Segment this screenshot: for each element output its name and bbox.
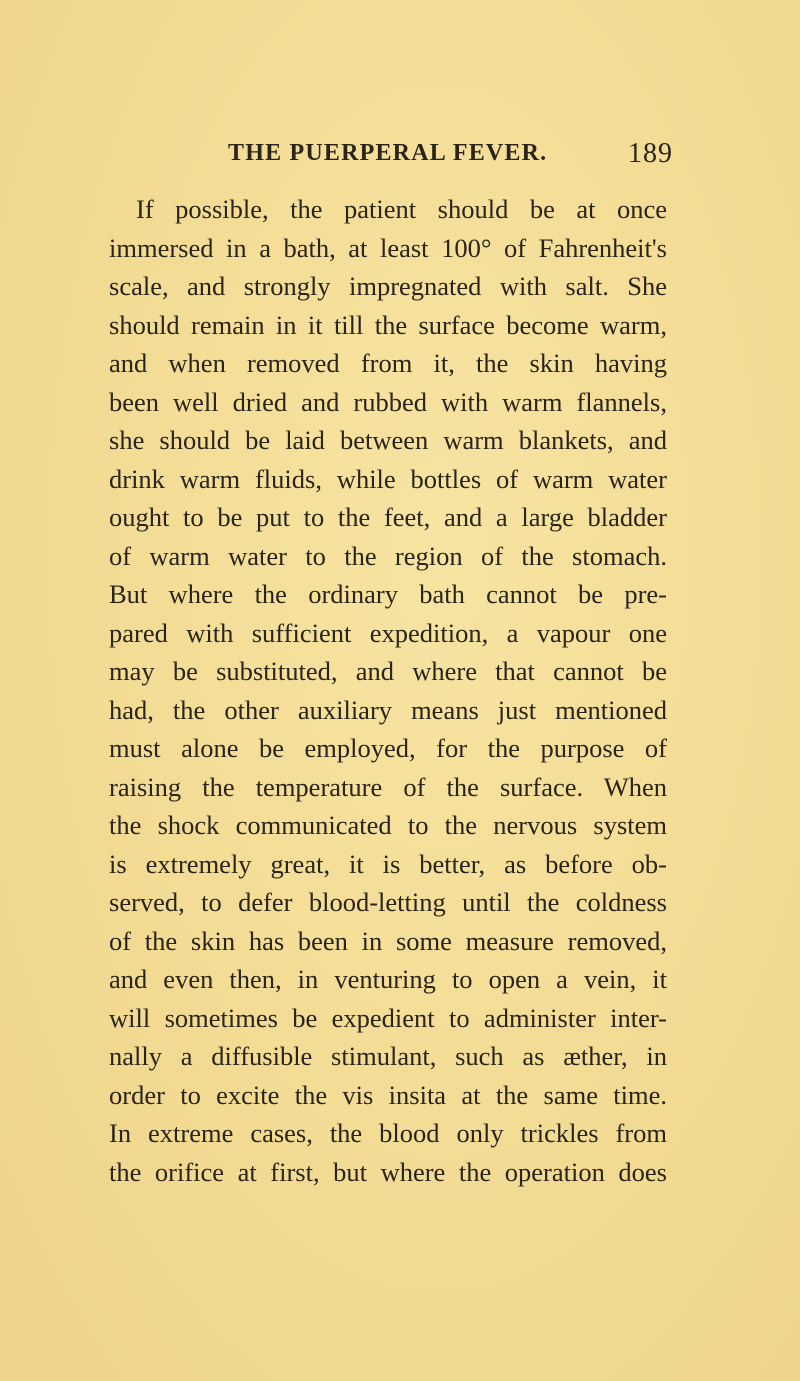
text-line: and even then, in venturing to open a vein, it bbox=[109, 964, 667, 994]
text-line: raising the temperature of the surface. When bbox=[109, 771, 667, 802]
text-line: pared with sufficient expedition, a vapour one bbox=[109, 617, 667, 648]
body-text bbox=[109, 190, 667, 1191]
running-head bbox=[0, 140, 800, 174]
text-line: should remain in it till the surface become warm, bbox=[109, 309, 667, 340]
text-line: must alone be employed, for the purpose of bbox=[109, 733, 667, 763]
text-line: may be substituted, and where that cannot be bbox=[109, 656, 667, 686]
text-line: and when removed from it, the skin having bbox=[109, 348, 667, 378]
running-title: THE PUERPERAL FEVER. bbox=[228, 140, 548, 166]
text-line: the shock communicated to the nervous system bbox=[109, 810, 667, 840]
text-line: is extremely great, it is better, as before ob- bbox=[109, 848, 667, 879]
text-line: been well dried and rubbed with warm flannels, bbox=[109, 386, 667, 417]
text-line: ought to be put to the feet, and a large bladder bbox=[109, 502, 667, 532]
text-line: of warm water to the region of the stomach. bbox=[109, 540, 667, 571]
text-line: nally a diffusible stimulant, such as æther, in bbox=[109, 1041, 667, 1071]
text-line: she should be laid between warm blankets, and bbox=[109, 425, 667, 455]
text-line: had, the other auxiliary means just mentioned bbox=[109, 694, 667, 725]
text-line: the orifice at first, but where the operation does bbox=[109, 1156, 667, 1187]
text-line: drink warm fluids, while bottles of warm water bbox=[109, 463, 667, 494]
text-line: In extreme cases, the blood only trickles from bbox=[109, 1118, 667, 1148]
text-line: But where the ordinary bath cannot be pre- bbox=[109, 579, 667, 609]
text-line: will sometimes be expedient to administer inter- bbox=[109, 1002, 667, 1033]
page-number: 189 bbox=[628, 138, 673, 169]
text-line: of the skin has been in some measure removed, bbox=[109, 925, 667, 956]
text-line: If possible, the patient should be at once bbox=[136, 194, 667, 224]
text-line: served, to defer blood-letting until the coldness bbox=[109, 887, 667, 917]
text-line: order to excite the vis insita at the same time. bbox=[109, 1079, 667, 1110]
text-line: immersed in a bath, at least 100° of Fahrenheit's bbox=[109, 232, 667, 263]
text-line: scale, and strongly impregnated with salt. She bbox=[109, 271, 667, 301]
